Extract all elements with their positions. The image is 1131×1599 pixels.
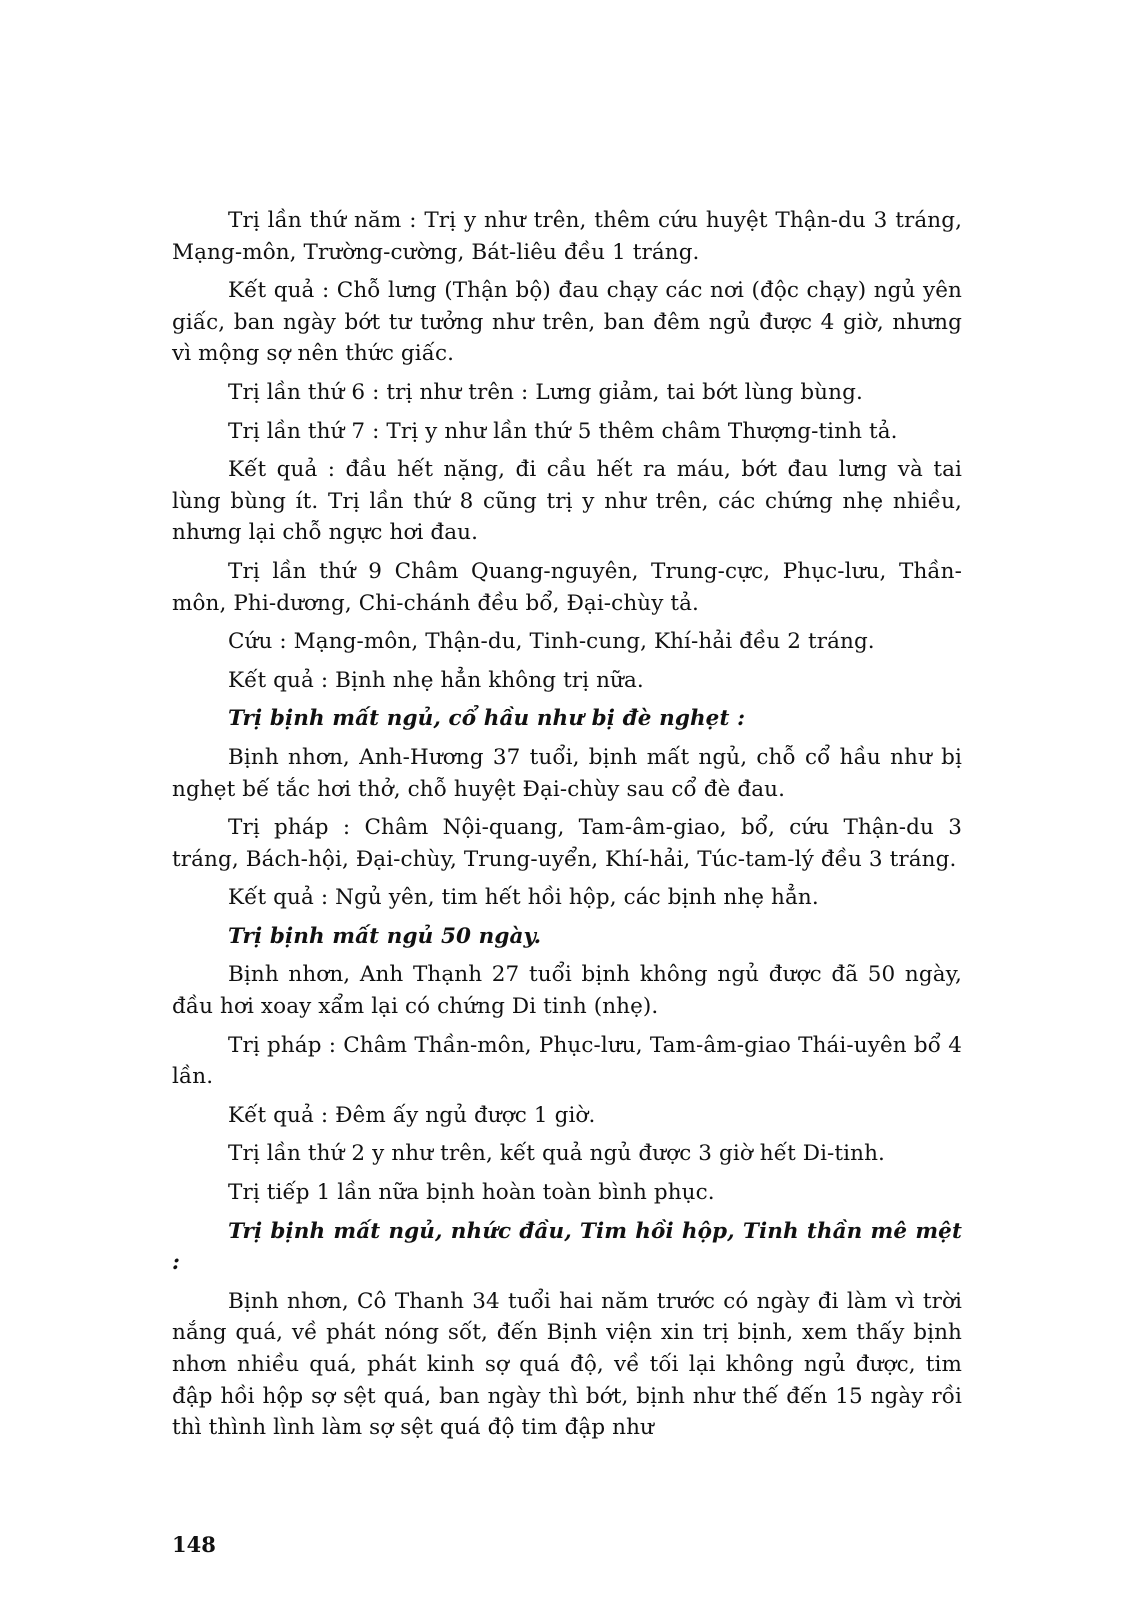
paragraph: Kết quả : Ngủ yên, tim hết hồi hộp, các bịnh nhẹ hẳn. [228,885,819,911]
paragraph: Trị tiếp 1 lần nữa bịnh hoàn toàn bình phục. [228,1180,715,1206]
paragraph: Kết quả : Đêm ấy ngủ được 1 giờ. [228,1102,596,1128]
page-text [172,205,962,1451]
paragraph: Bịnh nhơn, Anh Thạnh 27 tuổi bịnh không ngủ được đã 50 ngày, đầu hơi xoay xẩm lại có chứng Di tinh (nhẹ). [172,962,962,1020]
page-number: 148 [172,1532,216,1557]
paragraph: Kết quả : Chỗ lưng (Thận bộ) đau chạy các nơi (độc chạy) ngủ yên giấc, ban ngày bớt tư tưởng như trên, ban đêm ngủ được 4 giờ, nhưng vì mộng sợ nên thức giấc. [172,278,962,367]
paragraph: Cứu : Mạng-môn, Thận-du, Tinh-cung, Khí-hải đều 2 tráng. [228,629,875,655]
paragraph: Trị lần thứ 7 : Trị y như lần thứ 5 thêm châm Thượng-tinh tả. [228,418,898,444]
section-heading: Trị bịnh mất ngủ, cổ hầu như bị đè nghẹt : [228,706,746,732]
paragraph: Bịnh nhơn, Anh-Hương 37 tuổi, bịnh mất ngủ, chỗ cổ hầu như bị nghẹt bế tắc hơi thở, chỗ huyệt Đại-chùy sau cổ đè đau. [172,744,962,802]
paragraph: Trị lần thứ năm : Trị y như trên, thêm cứu huyệt Thận-du 3 tráng, Mạng-môn, Trường-cường, Bát-liêu đều 1 tráng. [172,208,962,265]
paragraph: Kết quả : đầu hết nặng, đi cầu hết ra máu, bớt đau lưng và tai lùng bùng ít. Trị lần thứ 8 cũng trị y như trên, các chứng nhẹ nhiều, nhưng lại chỗ ngực hơi đau. [172,457,962,546]
paragraph: Trị pháp : Châm Thần-môn, Phục-lưu, Tam-âm-giao Thái-uyên bổ 4 lần. [172,1032,962,1090]
paragraph: Trị lần thứ 9 Châm Quang-nguyên, Trung-cực, Phục-lưu, Thần-môn, Phi-dương, Chi-chánh đều bổ, Đại-chùy tả. [172,558,962,616]
paragraph: Kết quả : Bịnh nhẹ hẳn không trị nữa. [228,667,644,693]
paragraph: Trị lần thứ 6 : trị như trên : Lưng giảm, tai bớt lùng bùng. [228,379,863,405]
section-heading: Trị bịnh mất ngủ, nhức đầu, Tim hồi hộp, Tinh thần mê mệt : [172,1218,962,1276]
section-heading: Trị bịnh mất ngủ 50 ngày. [228,923,542,949]
paragraph: Bịnh nhơn, Cô Thanh 34 tuổi hai năm trước có ngày đi làm vì trời nắng quá, về phát nóng sốt, đến Bịnh viện xin trị bịnh, xem thấy bịnh nhơn nhiều quá, phát kinh sợ quá độ, về tối lại không ngủ được, tim đập hồi hộp sợ sệt quá, ban ngày thì bớt, bịnh như thế đến 15 ngày rồi thì thình lình làm sợ sệt quá độ tim đập như [172,1288,962,1441]
paragraph: Trị pháp : Châm Nội-quang, Tam-âm-giao, bổ, cứu Thận-du 3 tráng, Bách-hội, Đại-chùy, Trung-uyển, Khí-hải, Túc-tam-lý đều 3 tráng. [172,815,962,872]
paragraph: Trị lần thứ 2 y như trên, kết quả ngủ được 3 giờ hết Di-tinh. [228,1141,885,1167]
